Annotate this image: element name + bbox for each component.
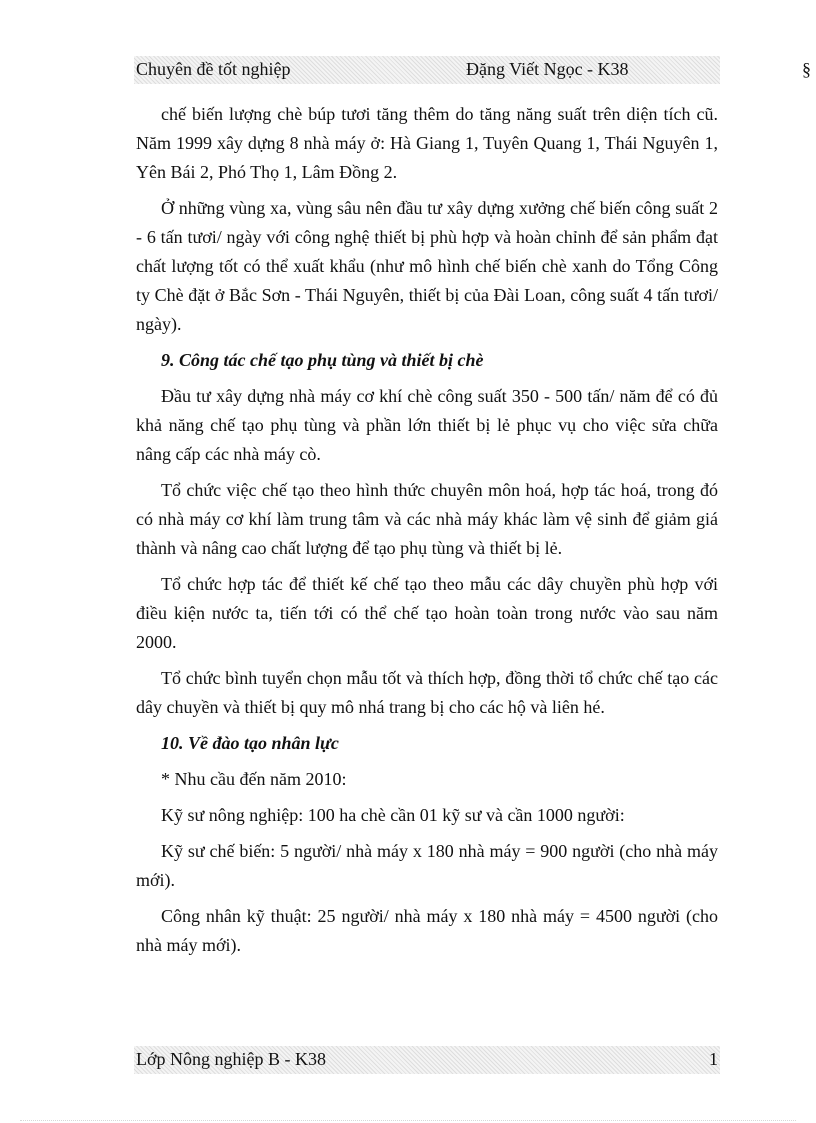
paragraph: chế biến lượng chè búp tươi tăng thêm do tăng năng suất trên diện tích cũ. Năm 1999 xây dựng 8 nhà máy ở: Hà Giang 1, Tuyên Quang 1, Thái Nguyên 1, Yên Bái 2, Phó Thọ 1, Lâm Đồng 2. bbox=[136, 104, 718, 182]
page-bottom-divider bbox=[20, 1120, 796, 1121]
header-section-mark: § bbox=[802, 59, 811, 79]
footer-class-name: Lớp Nông nghiệp B - K38 bbox=[136, 1049, 327, 1069]
header-author: Đặng Viết Ngọc - K38 bbox=[466, 59, 629, 79]
document-body bbox=[136, 100, 718, 967]
page-header bbox=[134, 56, 720, 84]
paragraph: Tổ chức việc chế tạo theo hình thức chuyên môn hoá, hợp tác hoá, trong đó có nhà máy cơ khí làm trung tâm và các nhà máy khác làm vệ sinh để giảm giá thành và nâng cao chất lượng để tạo phụ tùng và thiết bị lẻ. bbox=[136, 480, 718, 558]
paragraph: Kỹ sư nông nghiệp: 100 ha chè cần 01 kỹ sư và cần 1000 người: bbox=[161, 805, 625, 825]
paragraph: Công nhân kỹ thuật: 25 người/ nhà máy x 180 nhà máy = 4500 người (cho nhà máy mới). bbox=[136, 906, 718, 955]
paragraph: Kỹ sư chế biến: 5 người/ nhà máy x 180 nhà máy = 900 người (cho nhà máy mới). bbox=[136, 841, 718, 890]
paragraph: * Nhu cầu đến năm 2010: bbox=[161, 769, 347, 789]
page-number: 1 bbox=[709, 1049, 718, 1069]
section-heading-9: 9. Công tác chế tạo phụ tùng và thiết bị chè bbox=[161, 350, 484, 370]
paragraph: Ở những vùng xa, vùng sâu nên đầu tư xây dựng xưởng chế biến công suất 2 - 6 tấn tươi/ ngày với công nghệ thiết bị phù hợp và hoàn chỉnh để sản phẩm đạt chất lượng tốt có thể xuất khẩu (như mô hình chế biến chè xanh do Tổng Công ty Chè đặt ở Bắc Sơn - Thái Nguyên, thiết bị của Đài Loan, công suất 4 tấn tươi/ ngày). bbox=[136, 198, 718, 334]
page-footer bbox=[134, 1046, 720, 1074]
paragraph: Tổ chức hợp tác để thiết kế chế tạo theo mẫu các dây chuyền phù hợp với điều kiện nước ta, tiến tới có thể chế tạo hoàn toàn trong nước vào sau năm 2000. bbox=[136, 574, 718, 652]
section-heading-10: 10. Về đào tạo nhân lực bbox=[161, 733, 339, 753]
paragraph: Đầu tư xây dựng nhà máy cơ khí chè công suất 350 - 500 tấn/ năm để có đủ khả năng chế tạo phụ tùng và phần lớn thiết bị lẻ phục vụ cho việc sửa chữa nâng cấp các nhà máy cò. bbox=[136, 386, 718, 464]
header-document-type: Chuyên đề tốt nghiệp bbox=[136, 59, 291, 79]
paragraph: Tổ chức bình tuyển chọn mẫu tốt và thích hợp, đồng thời tổ chức chế tạo các dây chuyền và thiết bị quy mô nhá trang bị cho các hộ và liên hé. bbox=[136, 668, 718, 717]
